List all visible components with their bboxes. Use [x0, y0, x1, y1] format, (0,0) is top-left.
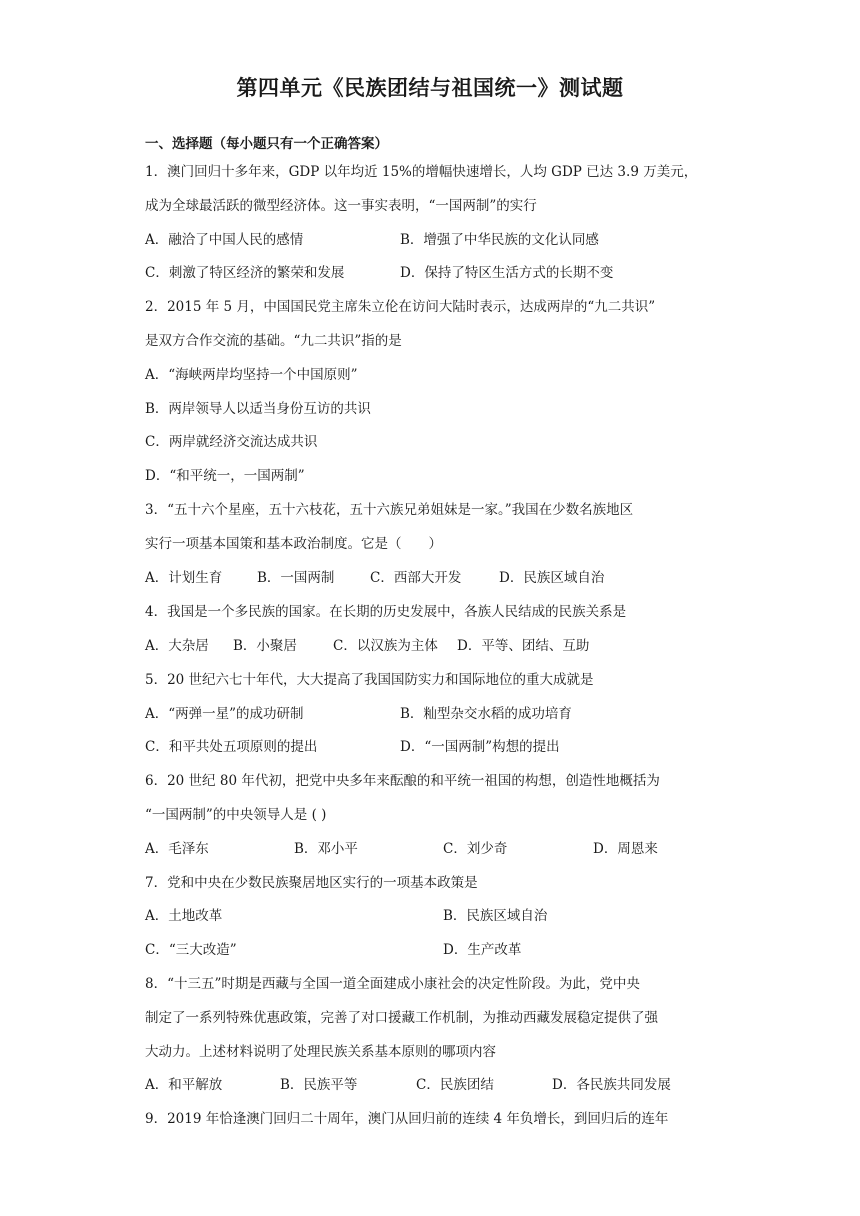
question-3-line-2: 实行一项基本国策和基本政治制度。它是（ ） [145, 536, 442, 552]
question-2-line-2: 是双方合作交流的基础。“九二共识”指的是 [145, 333, 402, 349]
question-6-option-a: A．毛泽东 [145, 841, 209, 857]
question-1-option-d: D．保持了特区生活方式的长期不变 [400, 265, 614, 281]
question-1-option-a: A．融洽了中国人民的感情 [145, 232, 304, 248]
question-8-option-c: C．民族团结 [416, 1077, 494, 1093]
question-8-line-2: 制定了一系列特殊优惠政策，完善了对口援藏工作机制，为推动西藏发展稳定提供了强 [145, 1010, 658, 1026]
question-3-line-1: 3．“五十六个星座，五十六枝花，五十六族兄弟姐妹是一家。”我国在少数名族地区 [145, 502, 634, 518]
question-4-option-d: D．平等、团结、互助 [457, 638, 590, 654]
question-8-line-1: 8．“十三五”时期是西藏与全国一道全面建成小康社会的决定性阶段。为此，党中央 [145, 976, 640, 992]
question-4-option-b: B．小聚居 [233, 638, 297, 654]
question-7-option-a: A．土地改革 [145, 908, 223, 924]
question-3-option-a: A．计划生育 [145, 570, 223, 586]
question-2-option-a: A．“海峡两岸均坚持一个中国原则” [145, 367, 358, 383]
question-5-option-c: C．和平共处五项原则的提出 [145, 739, 318, 755]
question-5-option-d: D．“一国两制”构想的提出 [400, 739, 560, 755]
page-title: 第四单元《民族团结与祖国统一》测试题 [236, 76, 624, 100]
question-4-line-1: 4．我国是一个多民族的国家。在长期的历史发展中，各族人民结成的民族关系是 [145, 604, 627, 620]
section-heading: 一、选择题（每小题只有一个正确答案） [145, 136, 388, 152]
question-3-option-d: D．民族区域自治 [499, 570, 605, 586]
question-1-line-2: 成为全球最活跃的微型经济体。这一事实表明，“一国两制”的实行 [145, 198, 537, 214]
question-8-option-b: B．民族平等 [280, 1077, 358, 1093]
question-5-option-b: B．籼型杂交水稻的成功培育 [400, 706, 572, 722]
question-6-line-1: 6．20 世纪 80 年代初，把党中央多年来酝酿的和平统一祖国的构想，创造性地概括为 [145, 773, 660, 789]
question-8-option-a: A．和平解放 [145, 1077, 223, 1093]
question-7-line-1: 7．党和中央在少数民族聚居地区实行的一项基本政策是 [145, 875, 478, 891]
question-4-option-a: A．大杂居 [145, 638, 209, 654]
question-9-line-1: 9．2019 年恰逢澳门回归二十周年，澳门从回归前的连续 4 年负增长，到回归后的连年 [145, 1111, 669, 1127]
question-5-line-1: 5．20 世纪六七十年代，大大提高了我国国防实力和国际地位的重大成就是 [145, 672, 594, 688]
question-7-option-b: B．民族区域自治 [443, 908, 548, 924]
question-2-option-b: B．两岸领导人以适当身份互访的共识 [145, 401, 371, 417]
question-7-option-d: D．生产改革 [443, 942, 522, 958]
question-6-option-c: C．刘少奇 [443, 841, 508, 857]
question-1-line-1: 1．澳门回归十多年来，GDP 以年均近 15%的增幅快速增长，人均 GDP 已达 3.9 万美元， [145, 164, 698, 180]
question-2-line-1: 2．2015 年 5 月，中国国民党主席朱立伦在访问大陆时表示，达成两岸的“九二共识” [145, 299, 656, 315]
question-1-option-b: B．增强了中华民族的文化认同感 [400, 232, 599, 248]
question-2-option-d: D．“和平统一，一国两制” [145, 468, 305, 484]
question-1-option-c: C．刺激了特区经济的繁荣和发展 [145, 265, 345, 281]
question-6-option-b: B．邓小平 [294, 841, 358, 857]
question-6-line-2: “一国两制”的中央领导人是 ( ) [145, 807, 327, 823]
question-5-option-a: A．“两弹一星”的成功研制 [145, 706, 304, 722]
question-3-option-c: C．西部大开发 [370, 570, 462, 586]
question-4-option-c: C．以汉族为主体 [333, 638, 438, 654]
question-8-option-d: D．各民族共同发展 [552, 1077, 671, 1093]
question-6-option-d: D．周恩来 [593, 841, 658, 857]
question-2-option-c: C．两岸就经济交流达成共识 [145, 434, 318, 450]
question-8-line-3: 大动力。上述材料说明了处理民族关系基本原则的哪项内容 [145, 1044, 496, 1060]
question-7-option-c: C．“三大改造” [145, 942, 237, 958]
question-3-option-b: B．一国两制 [257, 570, 335, 586]
